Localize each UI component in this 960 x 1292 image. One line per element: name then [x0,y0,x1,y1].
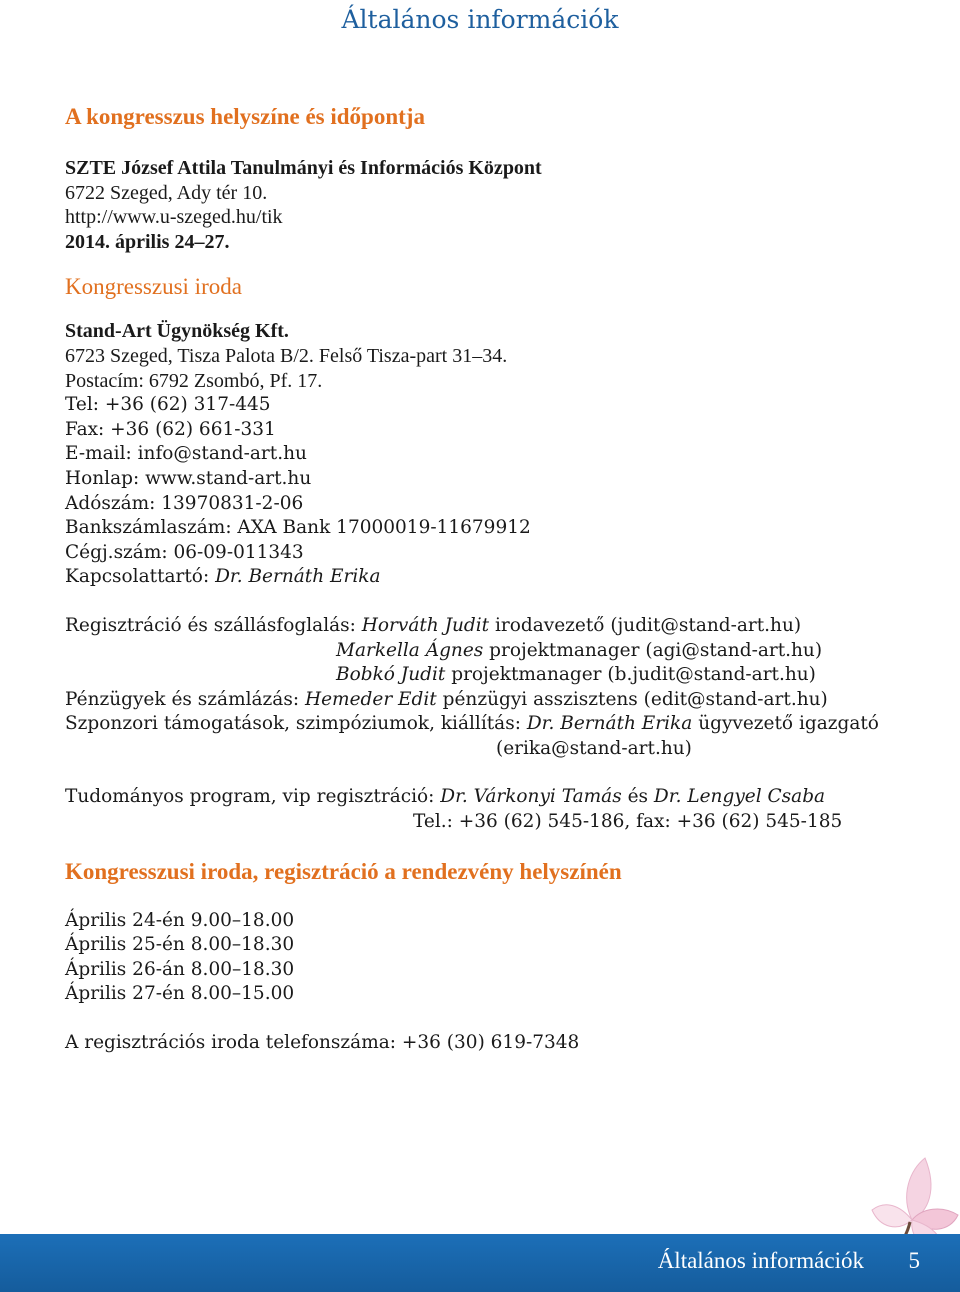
reg-person1-detail: irodavezető (judit@stand-art.hu) [489,614,802,636]
onsite-office-heading: Kongresszusi iroda, regisztráció a rendezvény helyszínén [65,858,622,884]
office-tel: Tel: +36 (62) 317-445 [65,394,271,416]
registration-contact [65,614,945,639]
science-label: Tudományos program, vip regisztráció: [65,786,441,808]
office-fax: Fax: +36 (62) 661-331 [65,418,276,440]
footer-bar [0,1234,960,1292]
finance-contact [65,688,945,713]
finance-label: Pénzügyek és számlázás: [65,688,305,710]
hours-item: Április 25-én 8.00–18.30 [65,934,295,956]
sponsor-name: Dr. Bernáth Erika [526,713,693,735]
office-phone: A regisztrációs iroda telefonszáma: +36 (30) 619-7348 [65,1032,580,1054]
finance-name: Hemeder Edit [304,688,437,710]
reg-label: Regisztráció és szállásfoglalás: [65,614,362,636]
hours-item: Április 27-én 8.00–15.00 [65,983,295,1005]
reg-person2-name: Markella Ágnes [336,639,484,661]
science-and: és [621,786,654,808]
office-email: E-mail: info@stand-art.hu [65,443,307,465]
company-name: Stand-Art Ügynökség Kft. [65,320,289,343]
venue-address: 6722 Szeged, Ady tér 10. [65,181,268,204]
sponsor-email: (erika@stand-art.hu) [496,737,692,759]
footer-title: Általános információk [657,1248,864,1273]
science-name-1: Dr. Várkonyi Tamás [440,786,622,808]
office-heading: Kongresszusi iroda [65,274,242,300]
event-date: 2014. április 24–27. [65,230,230,253]
venue-heading: A kongresszus helyszíne és időpontja [65,104,425,129]
sponsor-contact [65,712,945,737]
page-header-title: Általános információk [341,5,619,34]
hours-item: Április 26-án 8.00–18.30 [65,958,295,980]
sponsor-label: Szponzori támogatások, szimpóziumok, kiállítás: [65,713,527,735]
main-content [65,104,945,1056]
reg-person2-detail: projektmanager (agi@stand-art.hu) [483,639,823,661]
science-phone: Tel.: +36 (62) 545-186, fax: +36 (62) 545-185 [413,811,843,833]
page-number: 5 [908,1248,920,1273]
registration-contact-3 [65,663,945,688]
science-contact [65,785,945,810]
reg-person3-name: Bobkó Judit [336,664,446,686]
registration-number: Cégj.szám: 06-09-011343 [65,541,304,563]
finance-detail: pénzügyi asszisztens (edit@stand-art.hu) [436,688,828,710]
reg-person3-detail: projektmanager (b.judit@stand-art.hu) [445,664,816,686]
bank-account: Bankszámlaszám: AXA Bank 17000019-11679912 [65,517,531,539]
office-web: Honlap: www.stand-art.hu [65,467,312,489]
company-address: 6723 Szeged, Tisza Palota B/2. Felső Tisza-part 31–34. [65,344,508,367]
venue-name: SZTE József Attila Tanulmányi és Információs Központ [65,157,542,179]
hours-item: Április 24-én 9.00–18.00 [65,909,295,931]
contact-name: Dr. Bernáth Erika [215,566,381,588]
contact-person [65,565,945,590]
registration-contact-2 [65,639,945,664]
venue-url: http://www.u-szeged.hu/tik [65,206,283,229]
postal-address: Postacím: 6792 Zsombó, Pf. 17. [65,369,323,392]
sponsor-detail: ügyvezető igazgató [692,713,879,735]
science-name-2: Dr. Lengyel Csaba [653,786,826,808]
contact-label: Kapcsolattartó: [65,566,216,588]
reg-person1-name: Horváth Judit [361,614,490,636]
tax-number: Adószám: 13970831-2-06 [65,492,304,514]
